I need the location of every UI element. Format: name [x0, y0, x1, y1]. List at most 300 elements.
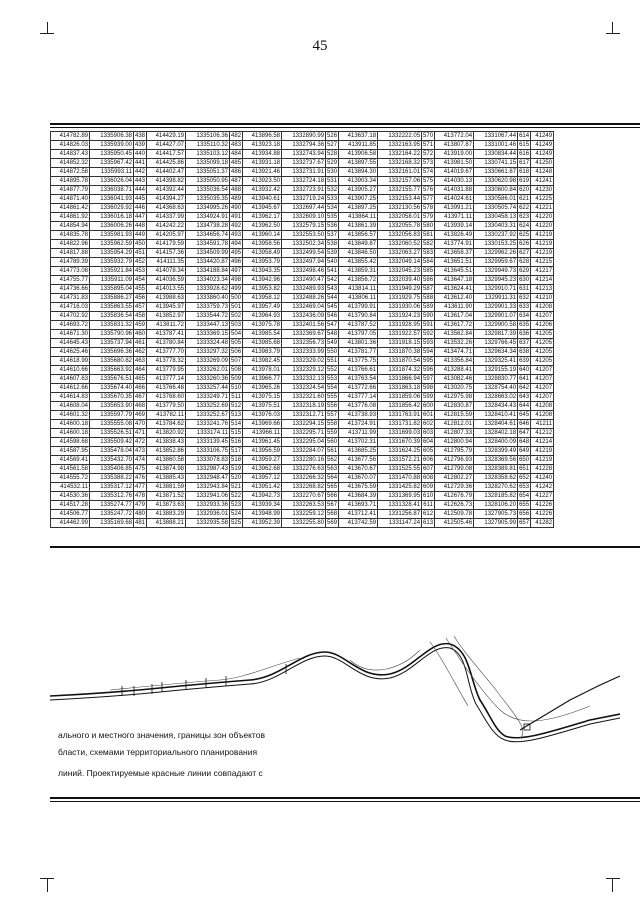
table-row: [51, 231, 554, 240]
table-cell: 413885.43: [147, 474, 186, 483]
table-cell: 613: [423, 520, 434, 526]
table-cell: 497: [231, 268, 242, 274]
table-row: [51, 438, 554, 447]
table-cell: 413945.97: [147, 303, 186, 312]
table-cell: 41215: [531, 258, 554, 267]
table-cell: 491: [231, 214, 242, 220]
table-row: [51, 141, 554, 150]
table-cell: 1330458.13: [474, 213, 518, 222]
table-cell: 584: [423, 259, 434, 265]
table-cell: 1332222.05: [378, 132, 422, 141]
table-cell: 1335911.09: [90, 276, 134, 285]
table-cell: 414078.34: [147, 267, 186, 276]
table-cell: 1331929.75: [378, 294, 422, 303]
table-cell: 1335247.72: [90, 510, 134, 519]
table-cell: 414242.22: [147, 222, 186, 231]
table-cell: 1332490.47: [282, 276, 326, 285]
table-cell: 41208: [531, 402, 554, 411]
table-cell: 1327905.99: [474, 519, 518, 528]
table-cell: 414030.13: [435, 177, 474, 186]
table-cell: 41220: [531, 213, 554, 222]
table-cell: 413777.14: [339, 393, 378, 402]
table-cell: 621: [519, 196, 530, 202]
crop-mark-top-right: [606, 33, 620, 34]
table-cell: 1330741.15: [474, 159, 518, 168]
table-cell: 414179.59: [147, 240, 186, 249]
table-cell: 1329949.73: [474, 267, 518, 276]
table-cell: 413702.31: [339, 438, 378, 447]
table-cell: 1332255.80: [282, 519, 326, 528]
table-cell: 413953.82: [243, 285, 282, 294]
table-cell: 1335653.90: [90, 402, 134, 411]
table-cell: 412807.33: [435, 429, 474, 438]
table-cell: 413960.14: [243, 231, 282, 240]
table-cell: 447: [135, 214, 146, 220]
table-row: [51, 456, 554, 465]
table-cell: 1334995.26: [186, 204, 230, 213]
table-cell: 1328402.18: [474, 429, 518, 438]
table-cell: 653: [519, 484, 530, 490]
table-cell: 414024.61: [435, 195, 474, 204]
table-cell: 413738.93: [339, 411, 378, 420]
table-cell: 1333174.11: [186, 429, 230, 438]
table-cell: 414555.72: [51, 474, 90, 483]
table-cell: 1332295.04: [282, 438, 326, 447]
table-cell: 413962.68: [243, 465, 282, 474]
table-cell: 463: [135, 358, 146, 364]
table-cell: 569: [327, 520, 338, 526]
table-cell: 531: [327, 178, 338, 184]
table-cell: 413958.12: [243, 294, 282, 303]
table-cell: 456: [135, 295, 146, 301]
table-cell: 1336016.18: [90, 213, 134, 222]
table-cell: 413903.34: [339, 177, 378, 186]
table-cell: 1332356.73: [282, 339, 326, 348]
table-cell: 1329817.39: [474, 330, 518, 339]
table-cell: 414872.58: [51, 168, 90, 177]
table-cell: 607: [423, 466, 434, 472]
table-cell: 413966.11: [243, 429, 282, 438]
table-cell: 631: [519, 286, 530, 292]
table-cell: 1335317.12: [90, 483, 134, 492]
table-cell: 414530.36: [51, 492, 90, 501]
table-cell: 412799.08: [435, 465, 474, 474]
table-cell: 575: [423, 178, 434, 184]
table-cell: 413637.18: [339, 132, 378, 141]
table-row: [51, 258, 554, 267]
table-row: [51, 447, 554, 456]
table-cell: 472: [135, 439, 146, 445]
table-cell: 413934.88: [243, 150, 282, 159]
table-row: [51, 213, 554, 222]
table-cell: 41205: [531, 339, 554, 348]
table-cell: 414835.78: [51, 231, 90, 240]
table-cell: 1335312.76: [90, 492, 134, 501]
table-cell: 1329900.58: [474, 321, 518, 330]
table-cell: 414625.46: [51, 348, 90, 357]
table-cell: 503: [231, 322, 242, 328]
table-row: [51, 429, 554, 438]
table-cell: 532: [327, 187, 338, 193]
table-cell: 460: [135, 331, 146, 337]
table-row: [51, 150, 554, 159]
table-cell: 414736.66: [51, 285, 90, 294]
table-cell: 1334509.99: [186, 249, 230, 258]
table-cell: 413945.67: [243, 204, 282, 213]
table-cell: 413942.96: [243, 276, 282, 285]
table-cell: 619: [519, 178, 530, 184]
table-cell: 413826.49: [435, 231, 474, 240]
table-cell: 413859.31: [339, 267, 378, 276]
table-cell: 412830.87: [435, 402, 474, 411]
table-cell: 413959.27: [243, 456, 282, 465]
table-cell: 562: [327, 457, 338, 463]
table-cell: 487: [231, 178, 242, 184]
table-row: [51, 483, 554, 492]
table-cell: 413969.66: [243, 420, 282, 429]
table-cell: 1331949.29: [378, 285, 422, 294]
map-corridor-line: [110, 638, 590, 721]
table-cell: 1333928.62: [186, 285, 230, 294]
table-cell: 413906.58: [339, 150, 378, 159]
table-cell: 518: [231, 457, 242, 463]
table-cell: 1332276.63: [282, 465, 326, 474]
table-cell: 412676.79: [435, 492, 474, 501]
table-cell: 1332737.67: [282, 159, 326, 168]
table-cell: 656: [519, 511, 530, 517]
table-cell: 529: [327, 160, 338, 166]
table-cell: 509: [231, 376, 242, 382]
table-cell: 1333078.83: [186, 456, 230, 465]
table-cell: 1335169.68: [90, 519, 134, 528]
table-cell: 1329901.33: [474, 303, 518, 312]
table-cell: 414612.66: [51, 384, 90, 393]
table-cell: 564: [327, 475, 338, 481]
table-cell: 1335676.51: [90, 375, 134, 384]
table-cell: 1332609.10: [282, 213, 326, 222]
table-cell: 1328185.82: [474, 492, 518, 501]
table-cell: 413820.92: [147, 429, 186, 438]
table-cell: 439: [135, 142, 146, 148]
table-cell: 652: [519, 475, 530, 481]
table-cell: 414837.43: [51, 150, 90, 159]
table-cell: 638: [519, 349, 530, 355]
table-cell: 504: [231, 331, 242, 337]
table-row: [51, 240, 554, 249]
table-cell: 41225: [531, 195, 554, 204]
table-cell: 413985.54: [243, 330, 282, 339]
table-cell: 414031.88: [435, 186, 474, 195]
table-cell: 414587.95: [51, 447, 90, 456]
table-cell: 1333297.32: [186, 348, 230, 357]
table-cell: 1328410.41: [474, 411, 518, 420]
table-cell: 413617.04: [435, 312, 474, 321]
table-cell: 413775.75: [339, 357, 378, 366]
table-cell: 1332284.07: [282, 447, 326, 456]
table-cell: 1335036.54: [186, 186, 230, 195]
table-cell: 1335670.35: [90, 393, 134, 402]
table-cell: 413951.42: [243, 483, 282, 492]
table-row: [51, 357, 554, 366]
table-cell: 636: [519, 331, 530, 337]
table-row: [51, 384, 554, 393]
table-cell: 1335906.38: [90, 132, 134, 141]
table-cell: 41207: [531, 375, 554, 384]
table-cell: 414610.66: [51, 366, 90, 375]
table-cell: 1329959.67: [474, 258, 518, 267]
table-cell: 414398.82: [147, 177, 186, 186]
table-cell: 648: [519, 439, 530, 445]
table-cell: 413777.14: [147, 375, 186, 384]
table-cell: 627: [519, 250, 530, 256]
table-cell: 1332058.01: [378, 213, 422, 222]
table-cell: 413772.66: [339, 384, 378, 393]
table-row: [51, 132, 554, 141]
table-cell: 1332333.99: [282, 348, 326, 357]
table-cell: 414394.27: [147, 195, 186, 204]
table-cell: 412802.27: [435, 474, 474, 483]
table-cell: 413685.25: [339, 447, 378, 456]
table-cell: 508: [231, 367, 242, 373]
table-cell: 1328270.62: [474, 483, 518, 492]
table-cell: 546: [327, 313, 338, 319]
table-cell: 413958.49: [243, 249, 282, 258]
table-cell: 413787.41: [147, 330, 186, 339]
table-cell: 414337.99: [147, 213, 186, 222]
table-cell: 549: [327, 340, 338, 346]
table-cell: 413896.58: [243, 132, 282, 141]
table-cell: 414702.92: [51, 312, 90, 321]
table-cell: 642: [519, 385, 530, 391]
table-cell: 651: [519, 466, 530, 472]
table-cell: 1331859.06: [378, 393, 422, 402]
table-cell: 485: [231, 160, 242, 166]
table-cell: 514: [231, 421, 242, 427]
table-cell: 1329325.41: [474, 357, 518, 366]
table-cell: 413939.14: [435, 222, 474, 231]
table-cell: 1335106.36: [186, 132, 230, 141]
table-cell: 510: [231, 385, 242, 391]
table-cell: 650: [519, 457, 530, 463]
table-cell: 505: [231, 340, 242, 346]
crop-mark-bottom-right: [606, 878, 620, 879]
table-cell: 1328389.81: [474, 465, 518, 474]
table-cell: 41282: [531, 519, 554, 528]
table-cell: 1333262.01: [186, 366, 230, 375]
table-cell: 413881.59: [147, 483, 186, 492]
table-cell: 413779.95: [147, 366, 186, 375]
table-cell: 1332318.19: [282, 402, 326, 411]
table-cell: 1331369.95: [378, 492, 422, 501]
table-cell: 1335836.54: [90, 312, 134, 321]
table-cell: 413932.42: [243, 186, 282, 195]
table-cell: 1332497.94: [282, 258, 326, 267]
table-cell: 41226: [531, 510, 554, 519]
table-cell: 547: [327, 322, 338, 328]
table-cell: 1331328.41: [378, 501, 422, 510]
table-cell: 1333269.09: [186, 357, 230, 366]
table-cell: 413923.50: [243, 177, 282, 186]
table-cell: 413797.05: [339, 330, 378, 339]
table-cell: 1331470.88: [378, 474, 422, 483]
table-row: [51, 348, 554, 357]
table-cell: 582: [423, 241, 434, 247]
table-cell: 41241: [531, 177, 554, 186]
table-cell: 41249: [531, 150, 554, 159]
table-cell: 414755.77: [51, 276, 90, 285]
map-text-line-2: бласти, схемами территориального планирования: [58, 747, 258, 757]
table-cell: 413964.93: [243, 312, 282, 321]
table-cell: 1333139.45: [186, 438, 230, 447]
table-cell: 1333860.40: [186, 294, 230, 303]
table-cell: 1332489.93: [282, 285, 326, 294]
coordinates-table: [50, 131, 554, 528]
table-cell: 413082.46: [435, 375, 474, 384]
table-cell: 1334188.84: [186, 267, 230, 276]
table-cell: 1335526.51: [90, 429, 134, 438]
table-cell: 413356.84: [435, 357, 474, 366]
table-cell: 1332060.52: [378, 240, 422, 249]
table-cell: 612: [423, 511, 434, 517]
table-cell: 1330505.74: [474, 204, 518, 213]
table-row: [51, 195, 554, 204]
table-cell: 1332295.71: [282, 429, 326, 438]
table-cell: 414036.59: [147, 276, 186, 285]
table-cell: 1329911.31: [474, 294, 518, 303]
table-cell: 583: [423, 250, 434, 256]
table-cell: 1333759.73: [186, 303, 230, 312]
table-cell: 1332045.23: [378, 267, 422, 276]
table-cell: 1334420.87: [186, 258, 230, 267]
table-cell: 414600.18: [51, 420, 90, 429]
table-cell: 1334591.78: [186, 240, 230, 249]
table-row: [51, 501, 554, 510]
table-cell: 414205.97: [147, 231, 186, 240]
table-row: [51, 312, 554, 321]
table-cell: 414427.07: [147, 141, 186, 150]
table-cell: 1328106.20: [474, 501, 518, 510]
table-cell: 507: [231, 358, 242, 364]
table-cell: 414019.67: [435, 168, 474, 177]
table-cell: 413953.79: [243, 258, 282, 267]
table-cell: 1335597.79: [90, 411, 134, 420]
table-cell: 1328754.40: [474, 384, 518, 393]
table-cell: 412729.36: [435, 483, 474, 492]
table-cell: 1335895.04: [90, 285, 134, 294]
table-cell: 41230: [531, 186, 554, 195]
table-cell: 555: [327, 394, 338, 400]
table-cell: 527: [327, 142, 338, 148]
table-cell: 414417.57: [147, 150, 186, 159]
table-row: [51, 276, 554, 285]
table-cell: 1334924.91: [186, 213, 230, 222]
table-cell: 413778.32: [147, 357, 186, 366]
table-cell: 413942.73: [243, 492, 282, 501]
table-cell: 413971.11: [435, 213, 474, 222]
table-cell: 414517.28: [51, 501, 90, 510]
table-cell: 413763.54: [339, 375, 378, 384]
table-cell: 413907.25: [339, 195, 378, 204]
table-cell: 478: [135, 493, 146, 499]
table-cell: 413647.18: [435, 276, 474, 285]
table-cell: 1331572.21: [378, 456, 422, 465]
table-cell: 1331870.54: [378, 357, 422, 366]
table-cell: 413693.71: [339, 501, 378, 510]
table-cell: 412815.59: [435, 411, 474, 420]
table-cell: 500: [231, 295, 242, 301]
table-cell: 467: [135, 394, 146, 400]
table-cell: 413612.40: [435, 294, 474, 303]
table-cell: 414773.08: [51, 267, 90, 276]
table-cell: 412812.01: [435, 420, 474, 429]
table-cell: 490: [231, 205, 242, 211]
table-cell: 1334738.28: [186, 222, 230, 231]
table-cell: 413852.97: [147, 312, 186, 321]
table-cell: 513: [231, 412, 242, 418]
table-cell: 414598.68: [51, 438, 90, 447]
table-cell: 41227: [531, 492, 554, 501]
table-cell: 452: [135, 259, 146, 265]
table-cell: 413766.48: [147, 384, 186, 393]
table-cell: 414425.86: [147, 159, 186, 168]
table-cell: 413766.61: [339, 366, 378, 375]
table-cell: 414600.18: [51, 429, 90, 438]
table-cell: 457: [135, 304, 146, 310]
table-cell: 614: [519, 133, 530, 139]
table-cell: 413611.90: [435, 303, 474, 312]
table-cell: 544: [327, 295, 338, 301]
crop-mark-bottom-right: [612, 878, 613, 892]
table-cell: 413940.61: [243, 195, 282, 204]
table-cell: 577: [423, 196, 434, 202]
table-cell: 633: [519, 304, 530, 310]
table-cell: 551: [327, 358, 338, 364]
table-cell: 413874.98: [147, 465, 186, 474]
table-cell: 657: [519, 520, 530, 526]
table-cell: 413888.21: [147, 519, 186, 528]
table-cell: 625: [519, 232, 530, 238]
table-cell: 1335962.59: [90, 240, 134, 249]
table-cell: 413811.72: [147, 321, 186, 330]
table-cell: 455: [135, 286, 146, 292]
table-cell: 606: [423, 457, 434, 463]
table-cell: 413532.26: [435, 339, 474, 348]
table-cell: 602: [423, 421, 434, 427]
table-cell: 413975.51: [243, 402, 282, 411]
table-cell: 414368.63: [147, 204, 186, 213]
table-cell: 41208: [531, 411, 554, 420]
table-cell: 595: [423, 358, 434, 364]
table-cell: 414462.99: [51, 519, 90, 528]
table-cell: 482: [231, 133, 242, 139]
table-cell: 480: [135, 511, 146, 517]
map-text-line-1: ального и местного значения, границы зон объектов: [58, 730, 265, 740]
table-cell: 501: [231, 304, 242, 310]
table-cell: 580: [423, 223, 434, 229]
table-cell: 1332943.84: [186, 483, 230, 492]
table-cell: 41211: [531, 420, 554, 429]
table-cell: 413861.39: [339, 222, 378, 231]
table-cell: 413962.17: [243, 213, 282, 222]
table-cell: 413799.91: [339, 303, 378, 312]
table-cell: 495: [231, 250, 242, 256]
table-cell: 1335981.93: [90, 231, 134, 240]
table-cell: 1332063.27: [378, 249, 422, 258]
table-cell: 617: [519, 160, 530, 166]
table-cell: 481: [135, 520, 146, 526]
table-cell: 41205: [531, 357, 554, 366]
table-cell: 1335680.82: [90, 357, 134, 366]
